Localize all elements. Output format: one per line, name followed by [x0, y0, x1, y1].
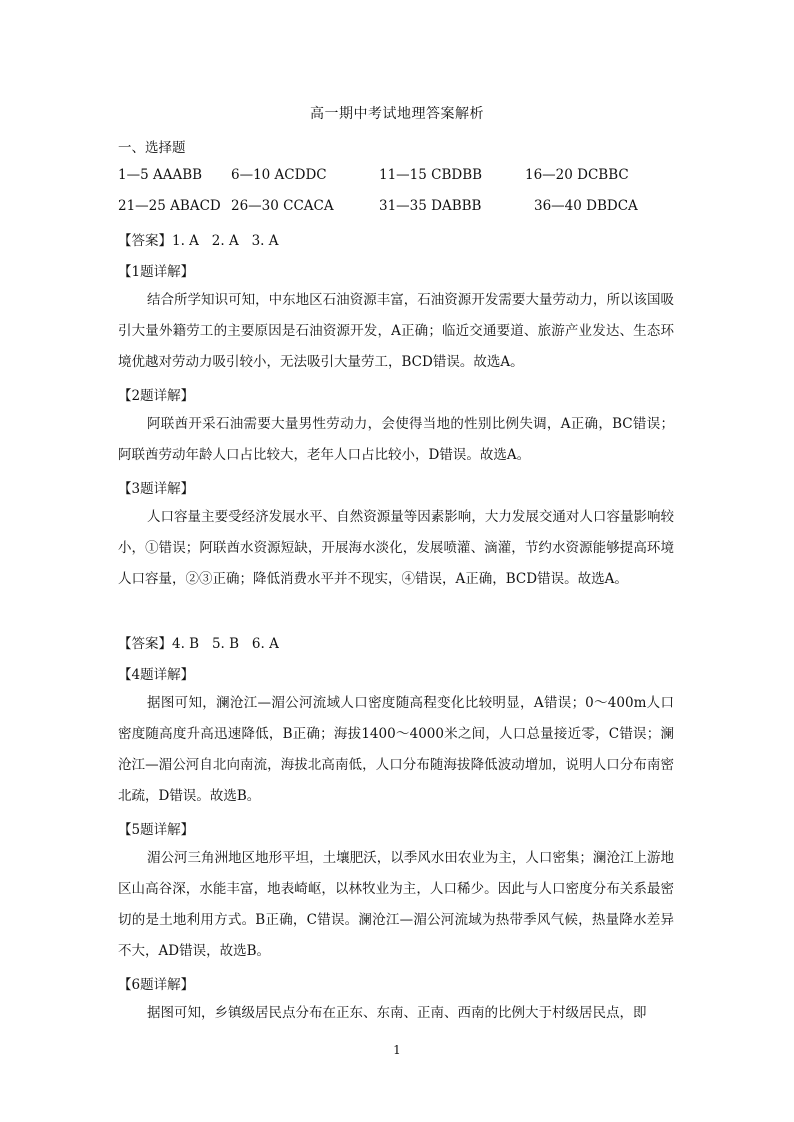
q6-heading: 【6题详解】: [118, 977, 195, 993]
page-number: 1: [393, 1043, 401, 1057]
document-title: 高一期中考试地理答案解析: [310, 106, 484, 122]
q3-explanation: 人口容量主要受经济发展水平、自然资源量等因素影响，大力发展交通对人口容量影响较小，①错误；阿联酋水资源短缺，开展海水淡化，发展喷灌、滴灌，节约水资源能够提高环境人口容量，②③正确；降低消费水平并不现实，④错误，A正确，BCD错误。故选A。: [118, 509, 674, 587]
answer-group: 6—10 ACDDC: [231, 167, 327, 183]
q5-heading: 【5题详解】: [118, 822, 195, 838]
answer-group: 16—20 DCBBC: [525, 167, 629, 183]
q3-heading: 【3题详解】: [118, 481, 195, 497]
answer-group: 1—5 AAABB: [118, 167, 203, 183]
answers-4-6: 【答案】4. B 5. B 6. A: [118, 636, 279, 652]
q4-heading: 【4题详解】: [118, 667, 195, 683]
answers-1-3: 【答案】1. A 2. A 3. A: [118, 233, 279, 249]
q1-explanation: 结合所学知识可知，中东地区石油资源丰富，石油资源开发需要大量劳动力，所以该国吸引大量外籍劳工的主要原因是石油资源开发，A正确；临近交通要道、旅游产业发达、生态环境优越对劳动力吸引较小，无法吸引大量劳工，BCD错误。故选A。: [118, 292, 674, 370]
answer-group: 11—15 CBDBB: [379, 167, 483, 183]
answer-group: 36—40 DBDCA: [534, 198, 638, 214]
q2-explanation: 阿联酋开采石油需要大量男性劳动力，会使得当地的性别比例失调，A正确，BC错误；阿联酋劳动年龄人口占比较大，老年人口占比较小，D错误。故选A。: [118, 416, 674, 463]
q2-heading: 【2题详解】: [118, 388, 195, 404]
section-heading: 一、选择题: [118, 140, 186, 156]
q4-explanation: 据图可知，澜沧江—湄公河流域人口密度随高程变化比较明显，A错误；0～400m人口密度随高度升高迅速降低，B正确；海拔1400～4000米之间，人口总量接近零，C错误；澜沧江—湄公河自北向南流，海拔北高南低，人口分布随海拔降低波动增加，说明人口分布南密北疏，D错误。故选B。: [118, 695, 674, 804]
q6-explanation: 据图可知，乡镇级居民点分布在正东、东南、正南、西南的比例大于村级居民点，即: [147, 1005, 647, 1021]
q5-explanation: 湄公河三角洲地区地形平坦，土壤肥沃，以季风水田农业为主，人口密集；澜沧江上游地区山高谷深，水能丰富，地表崎岖，以林牧业为主，人口稀少。因此与人口密度分布关系最密切的是土地利用方式。B正确，C错误。澜沧江—湄公河流域为热带季风气候，热量降水差异不大，AD错误，故选B。: [118, 850, 674, 959]
answer-group: 26—30 CCACA: [231, 198, 334, 214]
q1-heading: 【1题详解】: [118, 264, 195, 280]
answer-group: 21—25 ABACD: [118, 198, 221, 214]
answer-group: 31—35 DABBB: [379, 198, 482, 214]
